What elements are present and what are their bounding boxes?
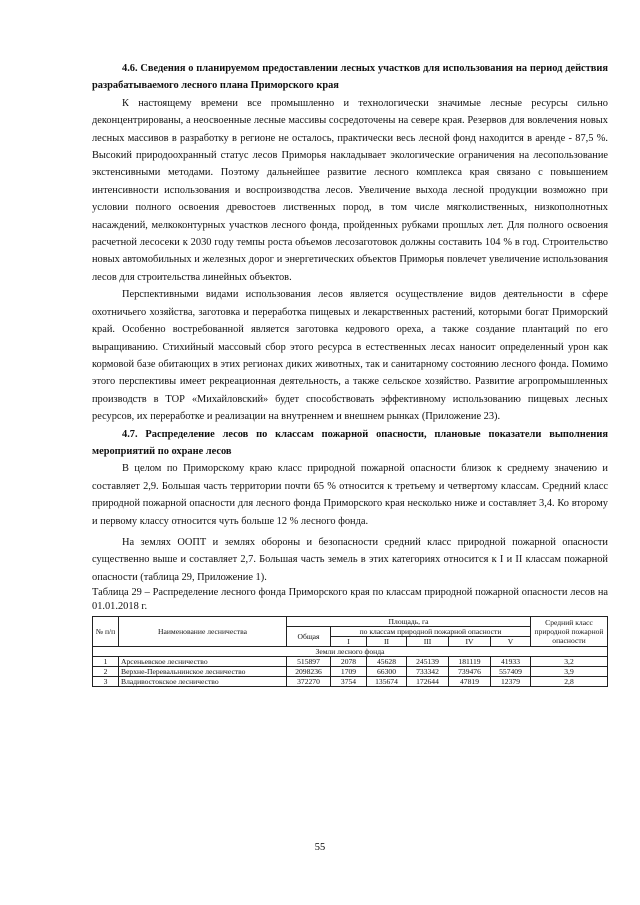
header-class-3: III: [407, 637, 449, 647]
table-group-row: [93, 647, 608, 657]
cell-number: 1: [93, 657, 119, 667]
cell-class-1: 3754: [331, 677, 367, 687]
section-4-7-paragraph-1: В целом по Приморскому краю класс природной пожарной опасности близок к среднему значению и составляет 2,9. Большая часть территории почти 65 % относится к третьему и четвертому классам. Средний класс природной пожарной опасности для лесного фонда Приморского края несколько ниже и составляет 3,4. Ко второму и первому классу относится чуть больше 12 % лесного фонда.: [92, 463, 608, 527]
header-class-4: IV: [449, 637, 491, 647]
cell-average: 3,2: [531, 657, 608, 667]
document-page: [92, 60, 608, 687]
cell-class-1: 1709: [331, 667, 367, 677]
table-row: [93, 657, 608, 667]
cell-average: 2,8: [531, 677, 608, 687]
section-4-7-heading: 4.7. Распределение лесов по классам пожарной опасности, плановые показатели выполнения мероприятий по охране лесов: [92, 428, 608, 457]
header-forestry-name: Наименование лесничества: [119, 617, 287, 647]
table-row: [93, 667, 608, 677]
section-4-6-paragraph-1: К настоящему времени все промышленно и технологически значимые лесные ресурсы сильно деконцентрированы, а неосвоенные лесные массивы сосредоточены на севере края. Резервов для вовлечения новых лесных массивов в разработку в регионе не осталось, практически весь лесной фонд находится в аренде - 87,5 %. Высокий природоохранный статус лесов Приморья накладывает экологические ограничения на лесопользование экстенсивными методами. Поэтому дальнейшее развитие лесного комплекса края связано с повышением интенсивности использования и воспроизводства лесов. Увеличение выхода лесной продукции возможно при условии полного освоения древостоев лиственных пород, в том числе мягколиственных, низкополнотных насаждений, мелкоконтурных участков лесного фонда, пройденных рубками прошлых лет. Для полного освоения расчетной лесосеки к 2030 году темпы роста объемов лесозаготовок должны составить 104 % в год. Строительство новых автомобильных и железных дорог и энергетических объектов Приморья повлечет увеличение использования лесов для строительства линейных объектов.: [92, 97, 608, 283]
cell-forestry-name: Верхне-Перевальнинское лесничество: [119, 667, 287, 677]
cell-total: 515897: [287, 657, 331, 667]
fire-danger-table: [92, 616, 608, 687]
section-4-6-paragraph-2: Перспективными видами использования лесов является осуществление видов деятельности в сфере охотничьего хозяйства, заготовка и переработка пищевых и лекарственных растений, которыми богат Приморский край. Особенно востребованной является заготовка кедрового ореха, а также создание плантаций по его выращиванию. Стихийный массовый сбор этого ресурса в естественных лесах наносит определенный урон как кормовой базе обитающих в этих регионах диких животных, так и санитарному состоянию лесного фонда. Помимо этого перспективы имеет рекреационная деятельность, а также сельское хозяйство. Развитие агропромышленных производств в ТОР «Михайловский» будет способствовать эффективному использованию пищевых лесных ресурсов, их переработке и реализации на внутреннем и внешнем рынках (Приложение 23).: [92, 289, 608, 423]
cell-class-4: 739476: [449, 667, 491, 677]
header-average-class: Средний класс природной пожарной опасности: [531, 617, 608, 647]
section-4-6-heading: 4.6. Сведения о планируемом предоставлении лесных участков для использования на период действия разрабатываемого лесного плана Приморского края: [92, 63, 608, 92]
table-row: [93, 677, 608, 687]
header-area: Площадь, га: [287, 617, 531, 627]
cell-class-5: 12379: [491, 677, 531, 687]
cell-forestry-name: Арсеньевское лесничество: [119, 657, 287, 667]
cell-class-3: 733342: [407, 667, 449, 677]
group-forest-fund: Земли лесного фонда: [93, 647, 608, 657]
header-total: Общая: [287, 627, 331, 647]
header-class-5: V: [491, 637, 531, 647]
header-class-1: I: [331, 637, 367, 647]
header-number: № п/п: [93, 617, 119, 647]
cell-class-5: 41933: [491, 657, 531, 667]
header-by-class: по классам природной пожарной опасности: [331, 627, 531, 637]
cell-class-2: 66300: [367, 667, 407, 677]
cell-class-3: 172644: [407, 677, 449, 687]
cell-number: 2: [93, 667, 119, 677]
table-header-row-1: [93, 617, 608, 627]
header-class-2: II: [367, 637, 407, 647]
cell-class-1: 2078: [331, 657, 367, 667]
cell-number: 3: [93, 677, 119, 687]
cell-class-3: 245139: [407, 657, 449, 667]
cell-forestry-name: Владивостокское лесничество: [119, 677, 287, 687]
cell-class-5: 557409: [491, 667, 531, 677]
cell-class-4: 181119: [449, 657, 491, 667]
table-caption: Таблица 29 – Распределение лесного фонда Приморского края по классам природной пожарной опасности лесов на 01.01.2018 г.: [92, 587, 608, 613]
cell-total: 372270: [287, 677, 331, 687]
cell-class-2: 135674: [367, 677, 407, 687]
page-number: 55: [314, 842, 326, 853]
cell-average: 3,9: [531, 667, 608, 677]
section-4-7-paragraph-2: На землях ООПТ и землях обороны и безопасности средний класс природной пожарной опасности существенно выше и составляет 2,7. Большая часть земель в этих категориях относится к I и II классам пожарной опасности (таблица 29, Приложение 1).: [92, 536, 608, 583]
cell-total: 2098236: [287, 667, 331, 677]
cell-class-4: 47819: [449, 677, 491, 687]
cell-class-2: 45628: [367, 657, 407, 667]
